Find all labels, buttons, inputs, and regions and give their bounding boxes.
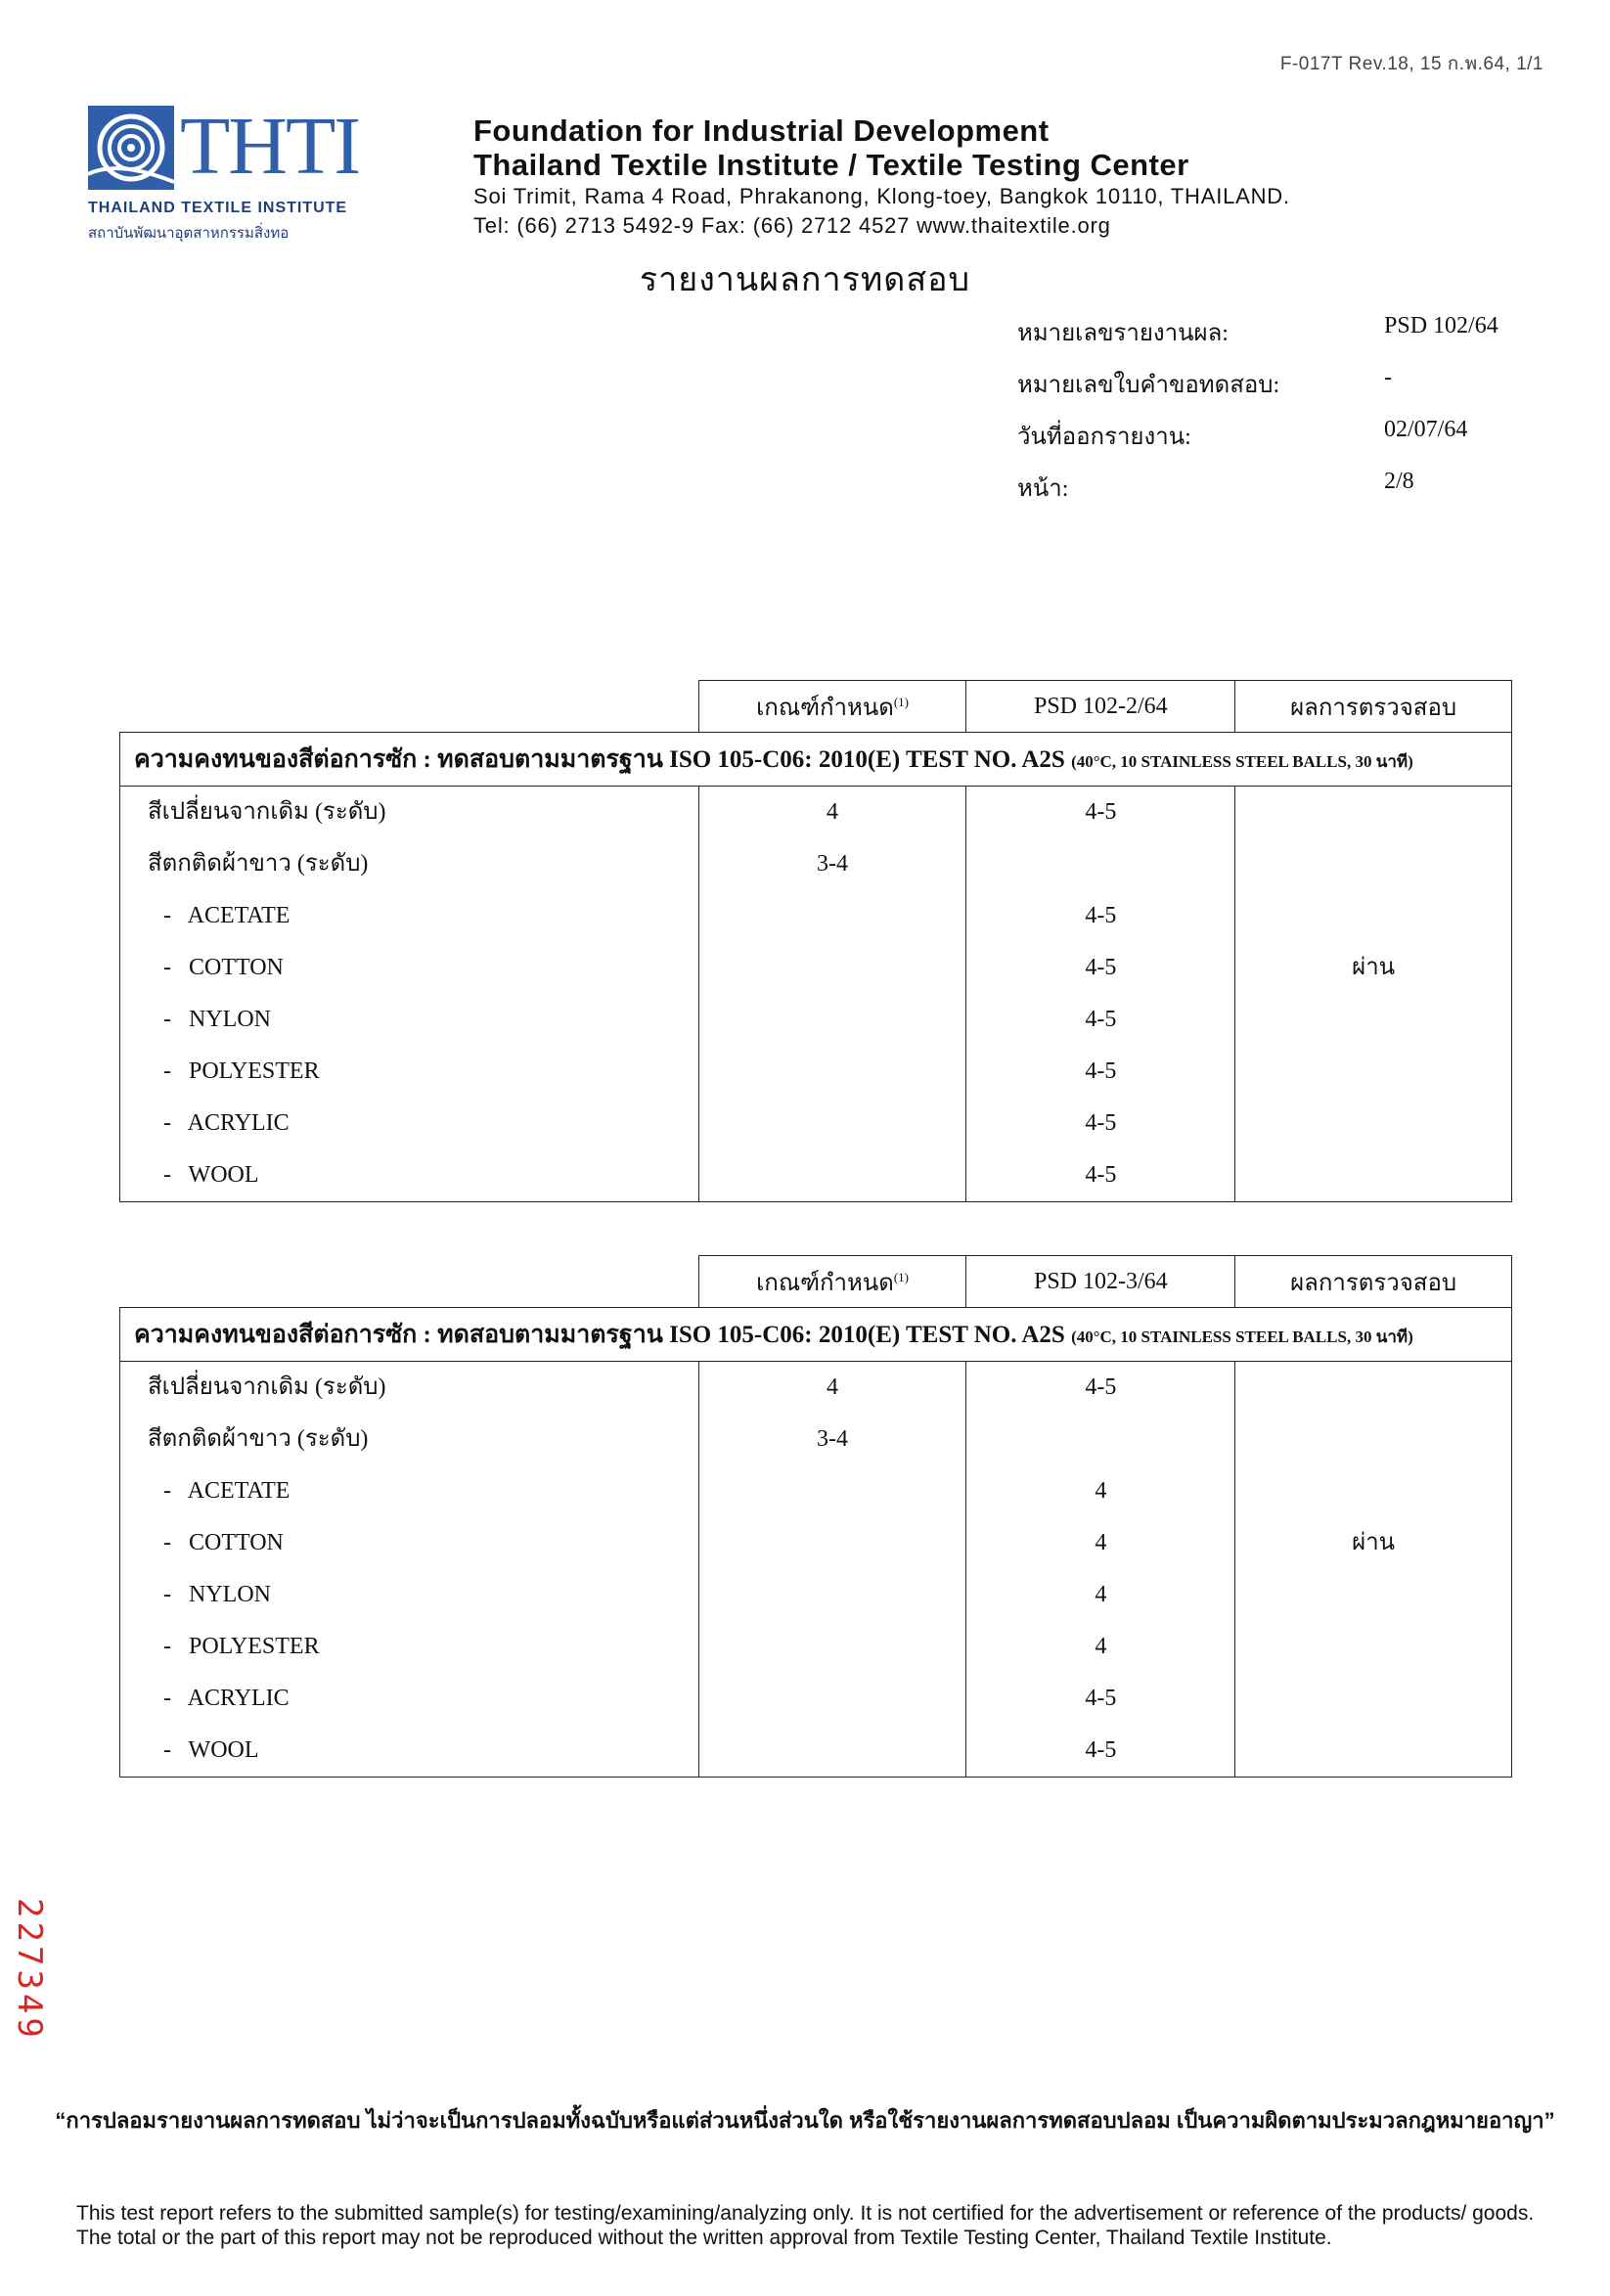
org-address: Soi Trimit, Rama 4 Road, Phrakanong, Klong-toey, Bangkok 10110, THAILAND. — [473, 184, 1290, 208]
sample-header: PSD 102-3/64 — [966, 1256, 1235, 1308]
meta-row: หมายเลขรายงานผล: PSD 102/64 — [1017, 313, 1498, 346]
logo-wordmark: THTI — [180, 101, 360, 192]
organization-block — [473, 113, 1290, 241]
criteria-column: 4 3-4 — [698, 787, 966, 1202]
result-column — [1235, 787, 1512, 1202]
criteria-header: เกณฑ์กำหนด$^{(1)}$ — [698, 1256, 966, 1308]
disclaimer: This test report refers to the submitted sample(s) for testing/examining/analyzing only. It is not certified for the advertisement or reference of the products/ goods. The total or the part of this report may not be reproduced without the written approval from Textile Testing Center, Thailand Textile Institute. — [76, 2202, 1535, 2249]
sample-column: 4-5 4 4 4 4 4-5 4-5 — [966, 1362, 1235, 1778]
page-title: รายงานผลการทดสอบ — [639, 262, 971, 298]
result-header: ผลการตรวจสอบ — [1235, 1256, 1512, 1308]
results-table-1 — [119, 680, 1512, 1202]
sample-header: PSD 102-2/64 — [966, 681, 1235, 733]
result-column — [1235, 1362, 1512, 1778]
meta-row: หมายเลขใบคำขอทดสอบ: - — [1017, 365, 1392, 398]
forgery-warning: “การปลอมรายงานผลการทดสอบ ไม่ว่าจะเป็นการปลอมทั้งฉบับหรือแต่ส่วนหนึ่งส่วนใด หรือใช้รายงานผลการทดสอบปลอม เป็นความผิดตามประมวลกฎหมายอาญา” — [55, 2108, 1555, 2133]
report-meta — [1017, 313, 1545, 520]
result-value: ผ่าน — [1352, 1530, 1396, 1555]
criteria-column: 4 3-4 — [698, 1362, 966, 1778]
results-table-2 — [119, 1255, 1512, 1778]
form-code: F-017T Rev.18, 15 ก.พ.64, 1/1 — [1279, 54, 1543, 74]
result-value: ผ่าน — [1352, 955, 1396, 980]
org-institute: Thailand Textile Institute / Textile Testing Center — [473, 148, 1189, 182]
test-method-row: ความคงทนของสีต่อการซัก : ทดสอบตามมาตรฐาน ISO 105-C06: 2010(E) TEST NO. A2S (40°C, 10 STAINLESS STEEL BALLS, 30 นาที) — [120, 733, 1512, 787]
label-column: สีเปลี่ยนจากเดิม (ระดับ) สีตกติดผ้าขาว (ระดับ) - ACETATE - COTTON - NYLON - POLYESTER - ACRYLIC - WOOL — [120, 787, 699, 1202]
label-column: สีเปลี่ยนจากเดิม (ระดับ) สีตกติดผ้าขาว (ระดับ) - ACETATE - COTTON - NYLON - POLYESTER - ACRYLIC - WOOL — [120, 1362, 699, 1778]
spiral-logo-icon — [88, 106, 174, 190]
test-method-row: ความคงทนของสีต่อการซัก : ทดสอบตามมาตรฐาน ISO 105-C06: 2010(E) TEST NO. A2S (40°C, 10 STAINLESS STEEL BALLS, 30 นาที) — [120, 1308, 1512, 1362]
serial-stamp: 227349 — [10, 1898, 49, 2042]
org-contact: Tel: (66) 2713 5492-9 Fax: (66) 2712 4527 www.thaitextile.org — [473, 213, 1111, 238]
logo-subtitle-th: สถาบันพัฒนาอุตสาหกรรมสิ่งทอ — [88, 225, 290, 242]
criteria-header: เกณฑ์กำหนด$^{(1)}$ — [698, 681, 966, 733]
meta-row: วันที่ออกรายงาน: 02/07/64 — [1017, 417, 1468, 450]
logo — [88, 101, 372, 242]
meta-row: หน้า: 2/8 — [1017, 469, 1414, 502]
org-name: Foundation for Industrial Development — [473, 113, 1050, 148]
logo-subtitle-en: THAILAND TEXTILE INSTITUTE — [88, 200, 348, 216]
result-header: ผลการตรวจสอบ — [1235, 681, 1512, 733]
sample-column: 4-5 4-5 4-5 4-5 4-5 4-5 4-5 — [966, 787, 1235, 1202]
